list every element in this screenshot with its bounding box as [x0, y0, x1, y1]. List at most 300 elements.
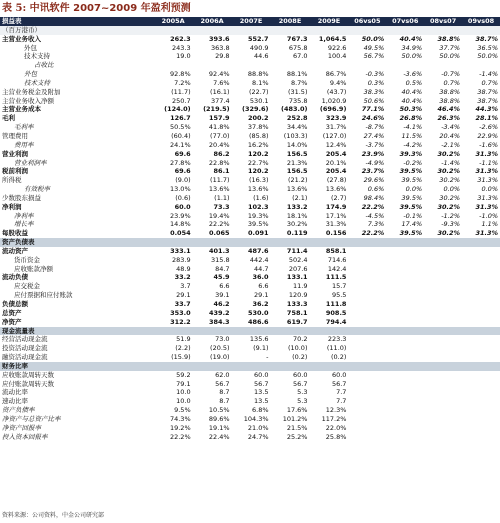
column-header: 2005A — [154, 17, 193, 26]
growth-cell: -4.1% — [403, 123, 423, 132]
growth-cell: 38.8% — [437, 34, 461, 43]
value-cell: 69.6 — [174, 167, 191, 176]
table-row — [0, 212, 500, 221]
row-label: 管理费用 — [2, 131, 28, 140]
value-cell — [232, 362, 271, 371]
value-cell: 223.3 — [327, 335, 347, 344]
row-label: 应付票据和应付账款 — [14, 291, 73, 300]
growth-cell — [348, 380, 386, 389]
value-cell: 70.2 — [293, 335, 308, 344]
growth-cell: 38.8% — [439, 87, 461, 96]
section-header-row — [0, 362, 500, 371]
value-cell: 62.0 — [215, 370, 230, 379]
value-cell: 56.7 — [254, 379, 269, 388]
value-cell: 44.7 — [254, 264, 269, 273]
value-cell — [309, 327, 348, 336]
value-cell: 486.6 — [247, 317, 269, 326]
value-cell: 104.3% — [243, 414, 269, 423]
growth-cell — [348, 26, 386, 35]
value-cell: 19.0 — [176, 52, 191, 61]
growth-cell: 44.3% — [475, 105, 498, 114]
row-label: 所得税 — [2, 176, 22, 185]
growth-cell: 39.5% — [401, 176, 423, 185]
growth-cell: -0.3% — [365, 70, 385, 79]
growth-cell — [462, 291, 500, 300]
value-cell: 0.091 — [247, 229, 269, 238]
value-cell: (124.0) — [164, 105, 191, 114]
growth-cell: 34.9% — [401, 43, 423, 52]
growth-cell — [348, 61, 386, 70]
value-cell: 6.6 — [258, 282, 269, 291]
growth-cell: 40.4% — [399, 34, 423, 43]
value-cell: 8.7 — [219, 388, 230, 397]
growth-cell: 38.7% — [477, 87, 498, 96]
table-row — [0, 371, 500, 380]
value-cell: 552.7 — [247, 34, 269, 43]
table-row — [0, 406, 500, 415]
value-cell: 9.5% — [174, 406, 191, 415]
value-cell: 0.054 — [170, 229, 191, 238]
value-cell: 490.9 — [249, 43, 269, 52]
value-cell: 111.5 — [325, 273, 347, 282]
growth-cell: 37.7% — [439, 43, 461, 52]
table-row — [0, 35, 500, 44]
value-cell: 442.4 — [249, 255, 269, 264]
row-label: 融资活动现金流 — [2, 353, 48, 362]
value-cell: 363.8 — [210, 43, 230, 52]
value-cell: 13.6% — [325, 185, 347, 194]
growth-cell — [462, 380, 500, 389]
value-cell: 7.7 — [336, 388, 347, 397]
growth-cell — [386, 424, 424, 433]
value-cell: 101.2% — [282, 414, 308, 423]
growth-cell: 11.5% — [401, 131, 423, 140]
growth-cell: 31.3% — [477, 176, 498, 185]
value-cell: 60.0 — [331, 370, 347, 379]
value-cell: 17.6% — [286, 406, 308, 415]
value-cell: 7.7 — [336, 397, 347, 406]
value-cell: 39.1 — [215, 291, 230, 300]
table-row — [0, 282, 500, 291]
growth-cell — [386, 273, 424, 282]
row-label: 增长率 — [14, 220, 34, 229]
value-cell: 120.2 — [247, 149, 269, 158]
row-label: 外包 — [24, 70, 37, 79]
growth-cell: 31.3% — [475, 229, 498, 238]
growth-cell: -0.7% — [441, 70, 461, 79]
value-cell: 8.1% — [252, 78, 269, 87]
value-cell: 79.1 — [176, 379, 191, 388]
growth-cell — [424, 424, 462, 433]
value-cell: 22.7% — [247, 158, 269, 167]
growth-cell: -1.1% — [479, 158, 498, 167]
column-header: 08vs07 — [424, 17, 462, 26]
table-row — [0, 150, 500, 159]
value-cell: 205.4 — [325, 167, 347, 176]
growth-cell: -1.2% — [441, 211, 461, 220]
row-label: 主营业务税金及附加 — [2, 87, 61, 96]
value-cell: 22.4% — [208, 432, 230, 441]
growth-cell: 50.6% — [363, 96, 385, 105]
growth-cell: 0.3% — [367, 78, 385, 87]
growth-cell — [462, 282, 500, 291]
row-label: 流动负债 — [2, 273, 28, 282]
growth-cell — [462, 433, 500, 442]
growth-cell: 50.0% — [361, 34, 385, 43]
value-cell: 333.1 — [170, 246, 191, 255]
growth-cell — [462, 309, 500, 318]
growth-cell — [424, 415, 462, 424]
growth-cell — [462, 397, 500, 406]
value-cell — [309, 26, 348, 35]
value-cell: 8.7 — [219, 397, 230, 406]
table-row — [0, 256, 500, 265]
growth-cell — [424, 397, 462, 406]
value-cell: 393.6 — [209, 34, 230, 43]
growth-cell: 1.1% — [481, 220, 498, 229]
value-cell: 25.2% — [286, 432, 308, 441]
growth-cell — [424, 256, 462, 265]
table-caption: 中讯软件 2007~2009 年盈利预测 — [29, 3, 191, 14]
header-row — [0, 17, 500, 26]
value-cell: 95.5 — [331, 291, 347, 300]
value-cell: 73.3 — [213, 202, 230, 211]
value-cell: 133.2 — [286, 202, 308, 211]
value-cell: 174.9 — [325, 202, 347, 211]
value-cell: 6.8% — [252, 406, 269, 415]
value-cell: (11.0) — [326, 344, 347, 353]
value-cell: 262.3 — [170, 34, 191, 43]
growth-cell: -1.6% — [479, 140, 498, 149]
table-row — [0, 88, 500, 97]
row-label: 毛利率 — [14, 123, 34, 132]
value-cell — [309, 238, 348, 247]
growth-cell: 22.2% — [361, 202, 385, 211]
value-cell — [193, 26, 232, 35]
value-cell: 15.7 — [331, 282, 347, 291]
growth-cell — [348, 388, 386, 397]
growth-cell: 38.8% — [439, 96, 461, 105]
table-row — [0, 176, 500, 185]
value-cell: 89.6% — [208, 414, 230, 423]
growth-cell: 0.0% — [443, 185, 461, 194]
value-cell: (20.5) — [210, 344, 230, 353]
growth-cell — [462, 424, 500, 433]
growth-cell — [386, 335, 424, 344]
growth-cell — [348, 371, 386, 380]
value-cell: 92.4% — [208, 70, 230, 79]
value-cell: 92.8% — [169, 70, 191, 79]
table-row — [0, 433, 500, 442]
growth-cell: 30.2% — [439, 193, 461, 202]
value-cell: 100.4 — [327, 52, 347, 61]
value-cell: 33.2 — [174, 273, 191, 282]
value-cell: 18.1% — [286, 211, 308, 220]
growth-cell — [424, 282, 462, 291]
value-cell: 200.2 — [247, 114, 269, 123]
section-header-row — [0, 238, 500, 247]
growth-cell: 31.3% — [477, 193, 498, 202]
row-label: 技术支持 — [24, 78, 50, 87]
value-cell: (2.2) — [175, 344, 191, 353]
table-body — [0, 26, 500, 442]
row-label: 有效税率 — [24, 185, 50, 194]
growth-cell — [386, 282, 424, 291]
value-cell: 12.4% — [325, 140, 347, 149]
growth-cell — [462, 335, 500, 344]
value-cell: (43.7) — [326, 87, 347, 96]
growth-cell: 49.5% — [363, 43, 385, 52]
value-cell: 120.2 — [247, 167, 269, 176]
value-cell: 36.0 — [252, 273, 269, 282]
growth-cell — [424, 265, 462, 274]
growth-cell: 0.6% — [367, 185, 385, 194]
value-cell: 59.2 — [176, 370, 191, 379]
value-cell: 84.7 — [215, 264, 230, 273]
growth-cell: 0.7% — [443, 78, 461, 87]
value-cell — [271, 238, 310, 247]
value-cell: 10.0 — [176, 388, 191, 397]
growth-cell — [386, 318, 424, 327]
value-cell: 13.6% — [286, 185, 308, 194]
value-cell: 207.6 — [288, 264, 308, 273]
table-row — [0, 26, 500, 35]
table-row — [0, 415, 500, 424]
table-row — [0, 203, 500, 212]
growth-cell: 24.6% — [361, 114, 385, 123]
value-cell: 8.7% — [290, 78, 308, 87]
value-cell: 45.9 — [213, 273, 230, 282]
row-label: （百万港币） — [0, 26, 154, 35]
value-cell: 56.7 — [293, 379, 308, 388]
row-label: 营业利润 — [2, 149, 28, 158]
value-cell: 69.6 — [174, 149, 191, 158]
growth-cell: 39.5% — [399, 167, 423, 176]
growth-cell — [386, 362, 424, 371]
growth-cell — [386, 406, 424, 415]
table-row — [0, 397, 500, 406]
value-cell: 3.7 — [180, 282, 191, 291]
row-label: 应交税金 — [14, 282, 40, 291]
value-cell: (219.5) — [203, 105, 230, 114]
growth-cell — [386, 327, 424, 336]
table-row — [0, 52, 500, 61]
growth-cell: 50.0% — [477, 52, 498, 61]
growth-cell: 0.0% — [481, 185, 498, 194]
value-cell: (11.7) — [171, 87, 191, 96]
growth-cell: 36.5% — [477, 43, 498, 52]
growth-cell: 22.2% — [361, 229, 385, 238]
growth-cell — [424, 433, 462, 442]
row-label: 财务比率 — [0, 362, 154, 371]
value-cell: 46.2 — [213, 300, 230, 308]
value-cell: 14.0% — [286, 140, 308, 149]
value-cell: 156.5 — [286, 149, 308, 158]
value-cell — [154, 26, 193, 35]
growth-cell: 26.8% — [399, 114, 423, 123]
growth-cell — [424, 388, 462, 397]
table-row — [0, 309, 500, 318]
growth-cell: 29.6% — [363, 176, 385, 185]
value-cell: (27.8) — [326, 176, 347, 185]
value-cell: 794.4 — [325, 317, 347, 326]
growth-cell: -3.6% — [403, 70, 423, 79]
growth-cell — [386, 291, 424, 300]
value-cell — [193, 362, 232, 371]
table-row — [0, 194, 500, 203]
value-cell — [271, 61, 310, 70]
growth-cell — [462, 344, 500, 353]
value-cell: 142.4 — [327, 264, 347, 273]
value-cell: 67.0 — [293, 52, 308, 61]
growth-cell: 31.3% — [475, 167, 498, 176]
value-cell: 21.5% — [286, 423, 308, 432]
value-cell: 767.3 — [286, 34, 308, 43]
growth-cell: 27.4% — [363, 131, 385, 140]
row-label: 主营业务收入净额 — [2, 96, 54, 105]
value-cell: 21.3% — [286, 158, 308, 167]
row-label: 每股收益 — [2, 229, 28, 238]
table-row — [0, 318, 500, 327]
growth-cell: 39.5% — [399, 202, 423, 211]
value-cell: 315.8 — [210, 255, 230, 264]
value-cell: 51.9 — [176, 335, 191, 344]
growth-cell — [462, 300, 500, 309]
value-cell: 21.0% — [247, 423, 269, 432]
growth-cell: 30.2% — [437, 202, 461, 211]
table-row — [0, 159, 500, 168]
growth-cell — [386, 388, 424, 397]
growth-cell — [424, 380, 462, 389]
growth-cell: 40.4% — [401, 96, 423, 105]
growth-cell — [348, 318, 386, 327]
growth-cell — [386, 380, 424, 389]
value-cell: 33.7 — [174, 300, 191, 308]
value-cell: 401.3 — [209, 246, 230, 255]
growth-cell: 56.7% — [363, 52, 385, 61]
value-cell: 312.2 — [170, 317, 191, 326]
value-cell: 133.1 — [286, 273, 308, 282]
value-cell: 530.1 — [249, 96, 269, 105]
value-cell: 1,064.5 — [318, 34, 347, 43]
value-cell: 922.6 — [327, 43, 347, 52]
value-cell: 29.1 — [254, 291, 269, 300]
value-cell: 10.0 — [176, 397, 191, 406]
value-cell: 20.1% — [325, 158, 347, 167]
value-cell: 23.9% — [169, 211, 191, 220]
growth-cell: 7.3% — [367, 220, 385, 229]
column-header: 2009E — [309, 17, 348, 26]
value-cell: 1,020.9 — [321, 96, 347, 105]
column-header: 06vs05 — [348, 17, 386, 26]
growth-cell — [386, 300, 424, 309]
growth-cell — [462, 256, 500, 265]
value-cell: 283.9 — [172, 255, 191, 264]
value-cell — [271, 26, 310, 35]
column-header: 损益表 — [0, 17, 154, 26]
row-label: 少数股东损益 — [2, 193, 41, 202]
row-label: 应收账款周转天数 — [2, 370, 54, 379]
row-label: 投入资本回报率 — [2, 432, 48, 441]
growth-cell: -0.1% — [403, 211, 423, 220]
growth-cell — [424, 344, 462, 353]
value-cell: 353.0 — [170, 308, 191, 317]
growth-cell: -1.4% — [441, 158, 461, 167]
value-cell: (0.2) — [292, 353, 308, 362]
value-cell: 126.7 — [170, 114, 191, 123]
growth-cell — [462, 238, 500, 247]
growth-cell: -3.7% — [365, 140, 385, 149]
value-cell: 86.2 — [213, 149, 230, 158]
value-cell: 37.8% — [247, 123, 269, 132]
value-cell: 36.2 — [252, 300, 269, 308]
growth-cell — [424, 318, 462, 327]
value-cell: (0.6) — [175, 193, 191, 202]
growth-cell: -1.0% — [479, 211, 498, 220]
value-cell — [193, 61, 232, 70]
growth-cell: -2.1% — [441, 140, 461, 149]
section-header-row — [0, 327, 500, 336]
table-number: 表 5: — [2, 3, 27, 14]
row-label: 费用率 — [14, 140, 34, 149]
value-cell — [309, 362, 348, 371]
value-cell: (2.7) — [331, 193, 347, 202]
growth-cell: 17.4% — [401, 220, 423, 229]
value-cell: 908.5 — [325, 308, 347, 317]
table-row — [0, 61, 500, 70]
value-cell: 88.1% — [286, 70, 308, 79]
value-cell: 19.1% — [208, 423, 230, 432]
value-cell: (0.2) — [331, 353, 347, 362]
value-cell — [154, 61, 193, 70]
value-cell: 50.5% — [169, 123, 191, 132]
growth-cell: -4.9% — [365, 158, 385, 167]
growth-cell — [386, 371, 424, 380]
growth-cell — [386, 309, 424, 318]
value-cell: 10.5% — [208, 406, 230, 415]
value-cell: (77.0) — [210, 131, 230, 140]
value-cell: (9.1) — [253, 344, 269, 353]
row-label: 占收比 — [34, 61, 54, 70]
growth-cell: -3.4% — [441, 123, 461, 132]
table-row — [0, 79, 500, 88]
value-cell: 22.0% — [325, 423, 347, 432]
growth-cell — [386, 26, 424, 35]
table-row — [0, 247, 500, 256]
table-row — [0, 291, 500, 300]
row-label: 流动比率 — [2, 388, 28, 397]
growth-cell: -4.5% — [365, 211, 385, 220]
value-cell: 74.3% — [169, 414, 191, 423]
row-label: 净利润 — [2, 202, 22, 211]
growth-cell: 23.7% — [361, 167, 385, 176]
value-cell: 24.1% — [169, 140, 191, 149]
value-cell: 19.4% — [208, 211, 230, 220]
value-cell: 44.6 — [254, 52, 269, 61]
value-cell: (11.7) — [210, 176, 230, 185]
table-row — [0, 132, 500, 141]
growth-cell: 26.3% — [437, 114, 461, 123]
row-label: 投资活动现金流 — [2, 344, 48, 353]
growth-cell: -9.3% — [441, 220, 461, 229]
table-row — [0, 344, 500, 353]
value-cell: 502.4 — [288, 255, 308, 264]
growth-cell — [424, 353, 462, 362]
growth-cell: 39.3% — [399, 149, 423, 158]
growth-cell: 39.5% — [401, 193, 423, 202]
value-cell: 735.8 — [288, 96, 308, 105]
value-cell: (127.0) — [322, 131, 347, 140]
